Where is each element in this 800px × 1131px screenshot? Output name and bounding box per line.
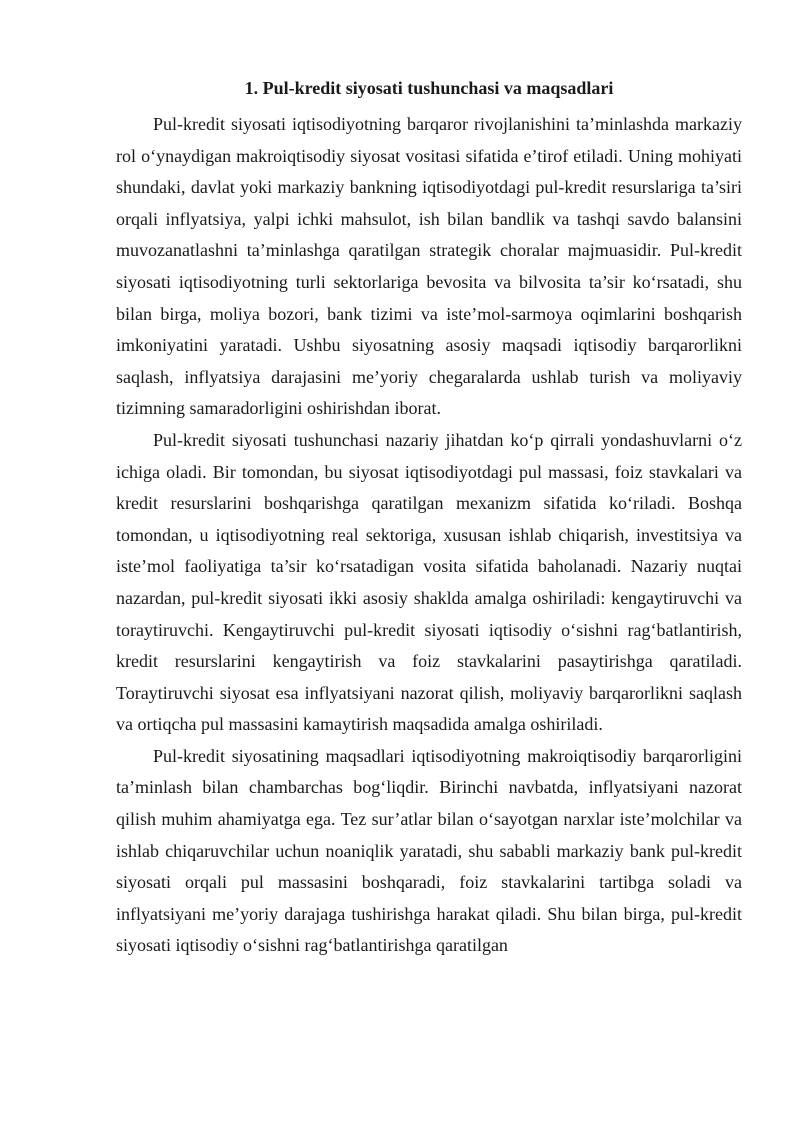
paragraph-1: Pul-kredit siyosati iqtisodiyotning barqaror rivojlanishini ta’minlashda markaziy rol o‘ynaydigan makroiqtisodiy siyosat vositasi sifatida e’tirof etiladi. Uning mohiyati shundaki, davlat yoki markaziy bankning iqtisodiyotdagi pul-kredit resurslariga ta’siri orqali inflyatsiya, yalpi ichki mahsulot, ish bilan bandlik va tashqi savdo balansini muvozanatlashni ta’minlashga qaratilgan strategik choralar majmuasidir. Pul-kredit siyosati iqtisodiyotning turli sektorlariga bevosita va bilvosita ta’sir ko‘rsatadi, shu bilan birga, moliya bozori, bank tizimi va iste’mol-sarmoya oqimlarini boshqarish imkoniyatini yaratadi. Ushbu siyosatning asosiy maqsadi iqtisodiy barqarorlikni saqlash, inflyatsiya darajasini me’yoriy chegaralarda ushlab turish va moliyaviy tizimning samaradorligini oshirishdan iborat. (116, 114, 742, 419)
section-title: 1. Pul-kredit siyosati tushunchasi va maqsadlari (244, 78, 614, 98)
paragraph-2: Pul-kredit siyosati tushunchasi nazariy jihatdan ko‘p qirrali yondashuvlarni o‘z ichiga oladi. Bir tomondan, bu siyosat iqtisodiyotdagi pul massasi, foiz stavkalari va kredit resurslarini boshqarishga qaratilgan mexanizm sifatida ko‘riladi. Boshqa tomondan, u iqtisodiyotning real sektoriga, xususan ishlab chiqarish, investitsiya va iste’mol faoliyatiga ta’sir ko‘rsatadigan vosita sifatida baholanadi. Nazariy nuqtai nazardan, pul-kredit siyosati ikki asosiy shaklda amalga oshiriladi: kengaytiruvchi va toraytiruvchi. Kengaytiruvchi pul-kredit siyosati iqtisodiy o‘sishni rag‘batlantirish, kredit resurslarini kengaytirish va foiz stavkalarini pasaytirishga qaratiladi. Toraytiruvchi siyosat esa inflyatsiyani nazorat qilish, moliyaviy barqarorlikni saqlash va ortiqcha pul massasini kamaytirish maqsadida amalga oshiriladi. (116, 429, 742, 735)
paragraph-3: Pul-kredit siyosatining maqsadlari iqtisodiyotning makroiqtisodiy barqarorligini ta’minlash bilan chambarchas bog‘liqdir. Birinchi navbatda, inflyatsiyani nazorat qilish muhim ahamiyatga ega. Tez sur’atlar bilan o‘sayotgan narxlar iste’molchilar va ishlab chiqaruvchilar uchun noaniqlik yaratadi, shu sababli markaziy bank pul-kredit siyosati orqali pul massasini boshqaradi, foiz stavkalarini tartibga soladi va inflyatsiyani me’yoriy darajaga tushirishga harakat qiladi. Shu bilan birga, pul-kredit siyosati iqtisodiy o‘sishni rag‘batlantirishga qaratilgan (116, 745, 742, 956)
